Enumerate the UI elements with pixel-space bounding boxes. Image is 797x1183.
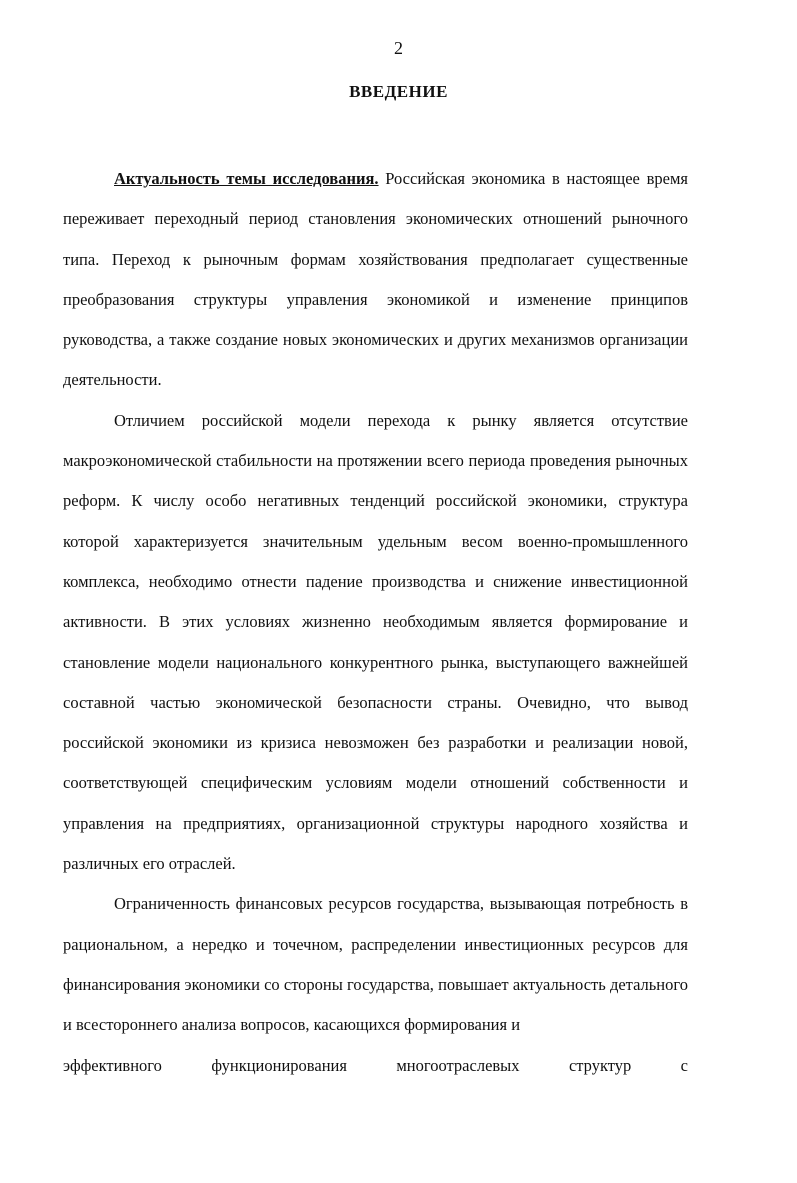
paragraph-last-line (63, 1046, 688, 1086)
section-heading: ВВЕДЕНИЕ (349, 82, 448, 101)
body-text (63, 159, 688, 1086)
word: многоотраслевых (396, 1055, 520, 1075)
paragraph-text: Российская экономика в настоящее время переживает переходный период становления экономических отношений рыночного типа. Переход к рыночным формам хозяйствования предполагает существенные преобразования структуры управления экономикой и изменение принципов руководства, а также создание новых экономических и других механизмов организации деятельности. (63, 169, 688, 390)
paragraph-relevance (63, 159, 688, 401)
paragraph-transition-model: Отличием российской модели перехода к рынку является отсутствие макроэкономической стабильности на протяжении всего периода проведения рыночных реформ. К числу особо негативных тенденций российской экономики, структура которой характеризуется значительным удельным весом военно-промышленного комплекса, необходимо отнести падение производства и снижение инвестиционной активности. В этих условиях жизненно необходимым является формирование и становление модели национального конкурентного рынка, выступающего важнейшей составной частью экономической безопасности страны. Очевидно, что вывод российской экономики из кризиса невозможен без разработки и реализации новой, соответствующей специфическим условиям модели отношений собственности и управления на предприятиях, организационной структуры народного хозяйства и различных его отраслей. (63, 410, 688, 874)
paragraph-financial-resources (63, 884, 688, 1045)
page-number: 2 (394, 38, 403, 58)
word: с (680, 1055, 688, 1075)
word: эффективного (63, 1055, 162, 1075)
paragraph-text: Ограниченность финансовых ресурсов государства, вызывающая потребность в рациональном, а нередко и точечном, распределении инвестиционных ресурсов для финансирования экономики со стороны государства, повышает актуальность детального и всестороннего анализа вопросов, касающихся формирования и (63, 894, 688, 1035)
word: функционирования (211, 1055, 347, 1075)
word: структур (568, 1055, 632, 1075)
paragraph-lead: Актуальность темы исследования. (114, 169, 379, 188)
